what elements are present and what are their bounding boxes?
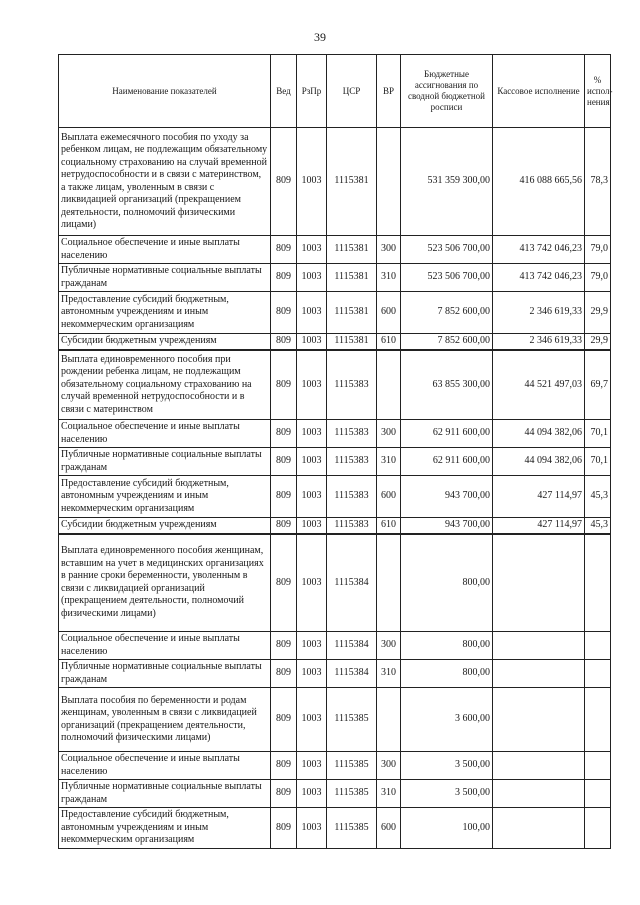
col-header-assign: Бюджетные ассигнования по сводной бюджетной росписи: [401, 55, 493, 128]
cell-exec: [493, 688, 585, 752]
cell-pct: [585, 808, 611, 849]
cell-vr: 310: [377, 780, 401, 808]
cell-name: Социальное обеспечение и иные выплаты населению: [59, 420, 271, 448]
cell-name: Публичные нормативные социальные выплаты гражданам: [59, 660, 271, 688]
cell-vr: [377, 350, 401, 420]
table-row: [59, 420, 611, 448]
cell-rzpr: 1003: [297, 780, 327, 808]
cell-rzpr: 1003: [297, 350, 327, 420]
cell-ved: 809: [271, 264, 297, 292]
cell-ved: 809: [271, 476, 297, 518]
cell-csr: 1115385: [327, 780, 377, 808]
cell-name: Предоставление субсидий бюджетным, автономным учреждениям и иным некоммерческим организациям: [59, 808, 271, 849]
col-header-csr: ЦСР: [327, 55, 377, 128]
cell-csr: 1115383: [327, 420, 377, 448]
table-row: [59, 448, 611, 476]
cell-name: Социальное обеспечение и иные выплаты населению: [59, 236, 271, 264]
cell-csr: 1115384: [327, 534, 377, 632]
cell-assign: 7 852 600,00: [401, 292, 493, 334]
table-row: [59, 752, 611, 780]
cell-ved: 809: [271, 752, 297, 780]
cell-exec: 427 114,97: [493, 476, 585, 518]
cell-assign: 3 500,00: [401, 752, 493, 780]
cell-assign: 62 911 600,00: [401, 448, 493, 476]
cell-assign: 800,00: [401, 534, 493, 632]
cell-assign: 800,00: [401, 660, 493, 688]
table-row: [59, 350, 611, 420]
cell-pct: 70,1: [585, 420, 611, 448]
col-header-rzpr: РзПр: [297, 55, 327, 128]
cell-csr: 1115381: [327, 128, 377, 236]
cell-name: Выплата ежемесячного пособия по уходу за ребенком лицам, не подлежащим обязательному социальному страхованию на случай временной нетрудоспособности и в связи с материнством, а также лицам, уволенным в связи с ликвидацией организаций (прекращением деятельности, полномочий физическими лицами): [59, 128, 271, 236]
cell-pct: 29,9: [585, 334, 611, 350]
cell-name: Субсидии бюджетным учреждениям: [59, 518, 271, 534]
cell-vr: 600: [377, 292, 401, 334]
cell-csr: 1115381: [327, 264, 377, 292]
cell-pct: [585, 660, 611, 688]
col-header-pct: % испол-нения: [585, 55, 611, 128]
table-row: [59, 236, 611, 264]
cell-pct: 78,3: [585, 128, 611, 236]
cell-assign: 531 359 300,00: [401, 128, 493, 236]
cell-exec: 2 346 619,33: [493, 292, 585, 334]
cell-rzpr: 1003: [297, 292, 327, 334]
cell-assign: 943 700,00: [401, 518, 493, 534]
cell-ved: 809: [271, 518, 297, 534]
col-header-ved: Вед: [271, 55, 297, 128]
cell-rzpr: 1003: [297, 518, 327, 534]
cell-exec: 44 094 382,06: [493, 420, 585, 448]
cell-vr: 310: [377, 660, 401, 688]
cell-rzpr: 1003: [297, 632, 327, 660]
cell-vr: 610: [377, 518, 401, 534]
cell-vr: 310: [377, 264, 401, 292]
cell-vr: 300: [377, 236, 401, 264]
cell-rzpr: 1003: [297, 660, 327, 688]
table-row: [59, 128, 611, 236]
cell-vr: 610: [377, 334, 401, 350]
cell-vr: [377, 688, 401, 752]
budget-table: [58, 54, 611, 849]
cell-name: Публичные нормативные социальные выплаты гражданам: [59, 448, 271, 476]
cell-exec: 413 742 046,23: [493, 236, 585, 264]
cell-name: Предоставление субсидий бюджетным, автономным учреждениям и иным некоммерческим организациям: [59, 292, 271, 334]
table-row: [59, 264, 611, 292]
cell-rzpr: 1003: [297, 128, 327, 236]
col-header-name: Наименование показателей: [59, 55, 271, 128]
cell-vr: [377, 128, 401, 236]
cell-assign: 943 700,00: [401, 476, 493, 518]
cell-exec: 413 742 046,23: [493, 264, 585, 292]
cell-ved: 809: [271, 128, 297, 236]
cell-ved: 809: [271, 808, 297, 849]
cell-csr: 1115381: [327, 236, 377, 264]
cell-exec: [493, 534, 585, 632]
cell-assign: 523 506 700,00: [401, 236, 493, 264]
cell-ved: 809: [271, 448, 297, 476]
cell-csr: 1115383: [327, 448, 377, 476]
cell-csr: 1115381: [327, 334, 377, 350]
cell-exec: 44 094 382,06: [493, 448, 585, 476]
table-header-row: [59, 55, 611, 128]
cell-name: Социальное обеспечение и иные выплаты населению: [59, 752, 271, 780]
cell-ved: 809: [271, 688, 297, 752]
cell-assign: 523 506 700,00: [401, 264, 493, 292]
cell-pct: 79,0: [585, 236, 611, 264]
cell-pct: [585, 688, 611, 752]
cell-rzpr: 1003: [297, 688, 327, 752]
cell-pct: 79,0: [585, 264, 611, 292]
cell-exec: 416 088 665,56: [493, 128, 585, 236]
table-row: [59, 780, 611, 808]
cell-name: Социальное обеспечение и иные выплаты населению: [59, 632, 271, 660]
cell-pct: 70,1: [585, 448, 611, 476]
cell-name: Выплата единовременного пособия женщинам, вставшим на учет в медицинских организациях в ранние сроки беременности, уволенным в связи с ликвидацией организаций (прекращением деятельности, полномочий физическими лицами): [59, 534, 271, 632]
cell-ved: 809: [271, 350, 297, 420]
cell-assign: 7 852 600,00: [401, 334, 493, 350]
cell-rzpr: 1003: [297, 264, 327, 292]
cell-name: Субсидии бюджетным учреждениям: [59, 334, 271, 350]
table-row: [59, 334, 611, 350]
cell-rzpr: 1003: [297, 476, 327, 518]
cell-exec: 44 521 497,03: [493, 350, 585, 420]
cell-rzpr: 1003: [297, 752, 327, 780]
table-row: [59, 688, 611, 752]
cell-ved: 809: [271, 780, 297, 808]
cell-vr: 310: [377, 448, 401, 476]
cell-assign: 63 855 300,00: [401, 350, 493, 420]
cell-vr: [377, 534, 401, 632]
table-row: [59, 632, 611, 660]
cell-ved: 809: [271, 420, 297, 448]
cell-pct: 29,9: [585, 292, 611, 334]
cell-exec: [493, 752, 585, 780]
cell-rzpr: 1003: [297, 236, 327, 264]
cell-rzpr: 1003: [297, 448, 327, 476]
cell-exec: [493, 780, 585, 808]
cell-name: Выплата единовременного пособия при рождении ребенка лицам, не подлежащим обязательному социальному страхованию на случай временной нетрудоспособности и в связи с материнством: [59, 350, 271, 420]
page-number: 39: [314, 30, 326, 44]
cell-ved: 809: [271, 660, 297, 688]
cell-assign: 100,00: [401, 808, 493, 849]
cell-exec: [493, 660, 585, 688]
col-header-exec: Кассовое исполнение: [493, 55, 585, 128]
cell-pct: [585, 534, 611, 632]
cell-exec: [493, 808, 585, 849]
cell-ved: 809: [271, 292, 297, 334]
cell-assign: 3 600,00: [401, 688, 493, 752]
cell-vr: 300: [377, 632, 401, 660]
cell-exec: [493, 632, 585, 660]
cell-csr: 1115385: [327, 752, 377, 780]
table-row: [59, 518, 611, 534]
cell-pct: [585, 780, 611, 808]
cell-exec: 2 346 619,33: [493, 334, 585, 350]
cell-ved: 809: [271, 632, 297, 660]
cell-vr: 300: [377, 752, 401, 780]
cell-name: Предоставление субсидий бюджетным, автономным учреждениям и иным некоммерческим организациям: [59, 476, 271, 518]
cell-name: Публичные нормативные социальные выплаты гражданам: [59, 264, 271, 292]
cell-csr: 1115385: [327, 808, 377, 849]
cell-pct: [585, 752, 611, 780]
cell-rzpr: 1003: [297, 420, 327, 448]
table-row: [59, 292, 611, 334]
cell-pct: 69,7: [585, 350, 611, 420]
cell-assign: 62 911 600,00: [401, 420, 493, 448]
cell-ved: 809: [271, 334, 297, 350]
table-row: [59, 534, 611, 632]
cell-pct: 45,3: [585, 518, 611, 534]
cell-ved: 809: [271, 534, 297, 632]
cell-csr: 1115384: [327, 660, 377, 688]
cell-rzpr: 1003: [297, 808, 327, 849]
cell-assign: 3 500,00: [401, 780, 493, 808]
cell-pct: 45,3: [585, 476, 611, 518]
cell-csr: 1115383: [327, 476, 377, 518]
cell-exec: 427 114,97: [493, 518, 585, 534]
cell-rzpr: 1003: [297, 534, 327, 632]
cell-vr: 300: [377, 420, 401, 448]
cell-name: Выплата пособия по беременности и родам женщинам, уволенным в связи с ликвидацией организаций (прекращением деятельности, полномочий физическими лицами): [59, 688, 271, 752]
cell-csr: 1115385: [327, 688, 377, 752]
cell-vr: 600: [377, 476, 401, 518]
cell-rzpr: 1003: [297, 334, 327, 350]
cell-csr: 1115383: [327, 350, 377, 420]
cell-name: Публичные нормативные социальные выплаты гражданам: [59, 780, 271, 808]
cell-csr: 1115384: [327, 632, 377, 660]
cell-pct: [585, 632, 611, 660]
col-header-vr: ВР: [377, 55, 401, 128]
table-row: [59, 476, 611, 518]
cell-ved: 809: [271, 236, 297, 264]
table-row: [59, 808, 611, 849]
table-row: [59, 660, 611, 688]
cell-csr: 1115381: [327, 292, 377, 334]
cell-csr: 1115383: [327, 518, 377, 534]
cell-vr: 600: [377, 808, 401, 849]
cell-assign: 800,00: [401, 632, 493, 660]
